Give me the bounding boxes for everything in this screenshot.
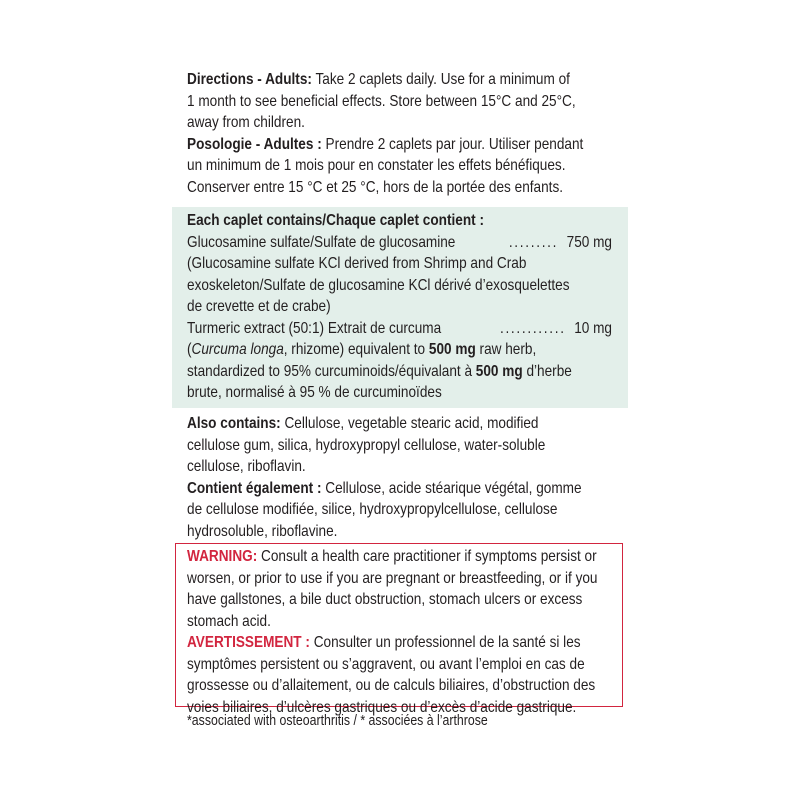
text: 500 mg	[428, 341, 476, 358]
text: 1 month to see beneficial effects. Store between 15°C and 25°C,	[187, 92, 576, 110]
text: de cellulose modifiée, silice, hydroxypropylcellulose, cellulose	[187, 501, 558, 518]
directions-en-label: Directions - Adults:	[187, 71, 312, 88]
text: cellulose, riboflavin.	[187, 458, 306, 475]
directions-section	[187, 69, 583, 198]
footnote	[187, 711, 488, 733]
ingredient-row	[187, 232, 612, 254]
text: d’herbe	[522, 362, 572, 380]
ingredient-amount: 10 mg	[574, 319, 612, 337]
ingredient-amount: 750 mg	[566, 233, 612, 251]
ingredients-section	[187, 210, 612, 404]
text: cellulose gum, silica, hydroxypropyl cellulose, water-soluble	[187, 436, 546, 454]
ingredient-name: Glucosamine sulfate/Sulfate de glucosamine	[187, 233, 456, 251]
text: un minimum de 1 mois pour en constater les effets bénéfiques.	[187, 157, 566, 174]
contient-label: Contient également :	[187, 479, 322, 497]
text: raw herb,	[475, 341, 537, 358]
text: away from children.	[187, 114, 305, 131]
text: symptômes persistent ou s’aggravent, ou avant l’emploi en cas de	[187, 655, 585, 673]
avertissement-label: AVERTISSEMENT :	[187, 634, 310, 651]
dot-leader: .........	[508, 233, 559, 251]
warning-label: WARNING:	[187, 548, 258, 565]
text: have gallstones, a bile duct obstruction, stomach ulcers or excess	[187, 591, 583, 608]
text: standardized to 95% curcuminoids/équivalant à	[187, 362, 476, 380]
text: , rhizome) equivalent to	[283, 341, 429, 358]
text: worsen, or prior to use if you are pregnant or breastfeeding, or if you	[187, 569, 598, 587]
directions-fr-label: Posologie - Adultes :	[187, 135, 322, 153]
footnote-text: *associated with osteoarthritis / * associées à l’arthrose	[187, 713, 488, 729]
text: stomach acid.	[187, 612, 271, 630]
also-contains-section	[187, 413, 582, 542]
text: Consulter un professionnel de la santé si les	[309, 634, 581, 651]
warning-section	[187, 546, 597, 718]
text: exoskeleton/Sulfate de glucosamine KCl dérivé d’exosquelettes	[187, 276, 570, 294]
text: Take 2 caplets daily. Use for a minimum of	[311, 71, 570, 88]
text: voies biliaires, d’ulcères gastriques ou d’excès d’acide gastrique.	[187, 698, 577, 716]
ingredient-row	[187, 318, 612, 340]
text: Conserver entre 15 °C et 25 °C, hors de la portée des enfants.	[187, 178, 564, 196]
text: grossesse ou d’allaitement, ou de calculs biliaires, d’obstruction des	[187, 677, 596, 694]
ingredient-name: Turmeric extract (50:1) Extrait de curcuma	[187, 319, 442, 337]
text: de crevette et de crabe)	[187, 298, 331, 315]
text: Cellulose, vegetable stearic acid, modified	[280, 415, 539, 432]
text: Consult a health care practitioner if symptoms persist or	[257, 548, 597, 565]
text: hydrosoluble, riboflavine.	[187, 522, 338, 540]
latin-name: Curcuma longa	[191, 341, 284, 358]
text: (	[187, 341, 192, 358]
text: Cellulose, acide stéarique végétal, gomme	[321, 479, 582, 497]
also-contains-label: Also contains:	[187, 415, 281, 432]
ingredients-heading: Each caplet contains/Chaque caplet contient :	[187, 212, 484, 229]
dot-leader: ............	[499, 319, 566, 337]
text: 500 mg	[475, 362, 523, 380]
text: (Glucosamine sulfate KCl derived from Shrimp and Crab	[187, 255, 527, 272]
text: brute, normalisé à 95 % de curcuminoïdes	[187, 384, 442, 401]
text: Prendre 2 caplets par jour. Utiliser pendant	[321, 135, 584, 153]
